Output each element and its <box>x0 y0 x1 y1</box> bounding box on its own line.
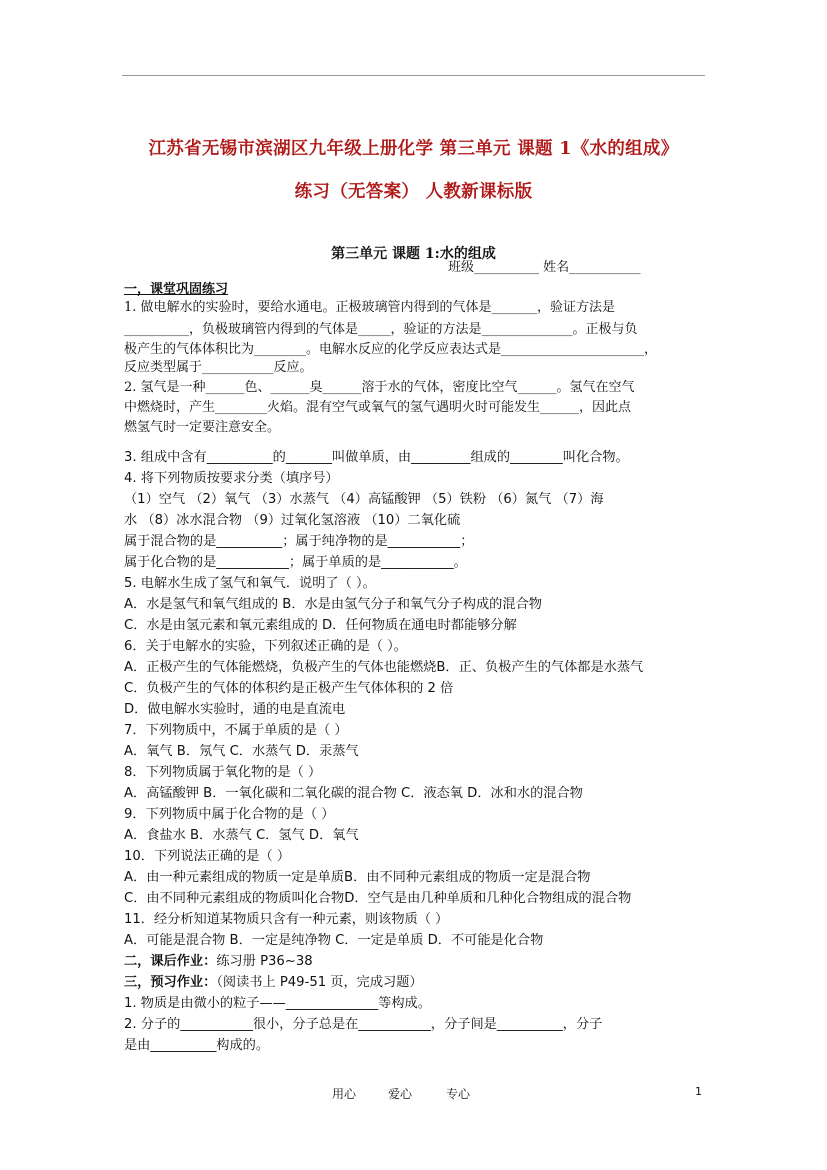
question-line: D．做电解水实验时，通的电是直流电 <box>124 702 346 717</box>
section-3-text: （阅读书上 P49-51 页，完成习题） <box>216 975 423 990</box>
class-name-line: 班级__________ 姓名___________ <box>448 260 641 275</box>
question-line: A．食盐水 B．水蒸气 C．氢气 D．氧气 <box>124 828 359 843</box>
section-1-line: 极产生的气体体积比为________。电解水反应的化学反应表达式是______________________， <box>124 342 658 357</box>
question-line: 5. 电解水生成了氢气和氧气．说明了（ ）。 <box>124 576 376 591</box>
question-line: A．正极产生的气体能燃烧，负极产生的气体也能燃烧B．正、负极产生的气体都是水蒸气 <box>124 660 644 675</box>
question-line: 9．下列物质中属于化合物的是（ ） <box>124 807 335 822</box>
question-line: 属于化合物的是___________；属于单质的是___________。 <box>124 555 467 570</box>
question-line: A．可能是混合物 B．一定是纯净物 C．一定是单质 D．不可能是化合物 <box>124 933 544 948</box>
question-line: （1）空气 （2）氧气 （3）水蒸气 （4）高锰酸钾 （5）铁粉 （6）氮气 （7）海 <box>124 492 604 507</box>
section-2-heading: 二，课后作业： <box>124 954 217 969</box>
question-line: 7．下列物质中，不属于单质的是（ ） <box>124 723 348 738</box>
preview-item: 2. 分子的___________很小，分子总是在___________，分子间是__________，分子 <box>124 1017 603 1032</box>
question-line: A．水是氢气和氧气组成的 B．水是由氢气分子和氧气分子构成的混合物 <box>124 597 542 612</box>
page-number: 1 <box>695 1085 702 1098</box>
section-1-heading: 一，课堂巩固练习 <box>124 282 229 297</box>
header-rule <box>122 75 705 76</box>
question-line: C．负极产生的气体的体积约是正极产生气体体积的 2 倍 <box>124 681 454 696</box>
question-line: C．水是由氢元素和氧元素组成的 D．任何物质在通电时都能够分解 <box>124 618 517 633</box>
footer-item: 用心 <box>332 1087 357 1101</box>
question-line: 11．经分析知道某物质只含有一种元素，则该物质（ ） <box>124 912 449 927</box>
question-line: 6．关于电解水的实验，下列叙述正确的是（ ）。 <box>124 639 407 654</box>
section-1-line: 2. 氢气是一种______色、______臭______溶于水的气体，密度比空气______。氢气在空气 <box>124 380 635 395</box>
footer-item: 专心 <box>446 1087 471 1101</box>
preview-item: 是由__________构成的。 <box>124 1038 270 1053</box>
section-1-line: 1. 做电解水的实验时，要给水通电。正极玻璃管内得到的气体是_______，验证方法是 <box>124 300 616 315</box>
document-title-line-1: 江苏省无锡市滨湖区九年级上册化学 第三单元 课题 1《水的组成》 <box>148 139 679 159</box>
section-1-line: 反应类型属于___________反应。 <box>124 360 313 375</box>
section-1-line: __________，负极玻璃管内得到的气体是_____，验证的方法是______________。正极与负 <box>124 322 638 337</box>
question-line: 8．下列物质属于氧化物的是（ ） <box>124 765 322 780</box>
lesson-title: 第三单元 课题 1:水的组成 <box>331 246 496 262</box>
question-line: A．氧气 B．氖气 C．水蒸气 D．汞蒸气 <box>124 744 359 759</box>
footer-item: 爱心 <box>388 1087 413 1101</box>
preview-item: 1. 物质是由微小的粒子——______________等构成。 <box>124 996 431 1011</box>
question-line: 属于混合物的是__________；属于纯净物的是___________； <box>124 534 474 549</box>
question-line: 3. 组成中含有__________的_______叫做单质，由_________组成的________叫化合物。 <box>124 450 629 465</box>
section-3-heading: 三，预习作业： <box>124 975 217 990</box>
section-3 <box>124 973 423 993</box>
question-line: 10．下列说法正确的是（ ） <box>124 849 291 864</box>
question-line: A．高锰酸钾 B．一氧化碳和二氧化碳的混合物 C．液态氧 D．冰和水的混合物 <box>124 786 583 801</box>
section-2 <box>124 952 313 972</box>
section-2-text: 练习册 P36~38 <box>216 954 313 969</box>
section-1-line: 中燃烧时，产生________火焰。混有空气或氧气的氢气遇明火时可能发生______，因此点 <box>124 400 632 415</box>
section-1-line: 燃氢气时一定要注意安全。 <box>124 420 281 435</box>
question-line: 4. 将下列物质按要求分类（填序号） <box>124 471 339 486</box>
question-line: C．由不同种元素组成的物质叫化合物D．空气是由几种单质和几种化合物组成的混合物 <box>124 891 632 906</box>
question-line: 水 （8）冰水混合物 （9）过氧化氢溶液 （10）二氧化硫 <box>124 513 461 528</box>
document-title-line-2: 练习（无答案） 人教新课标版 <box>294 182 533 202</box>
question-line: A．由一种元素组成的物质一定是单质B．由不同种元素组成的物质一定是混合物 <box>124 870 591 885</box>
